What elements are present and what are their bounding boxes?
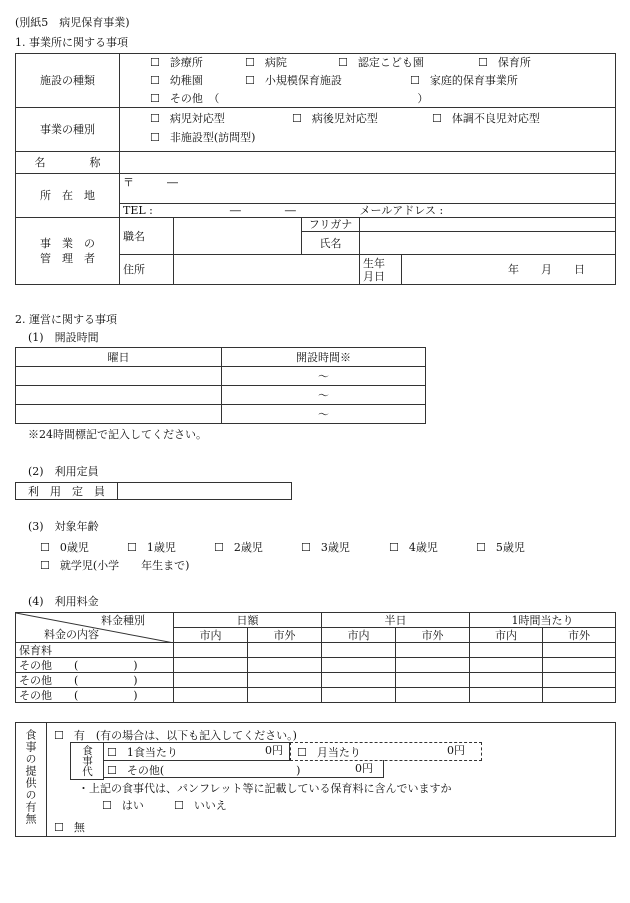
fee-group-halfday: 半日 [322,613,470,628]
fee-content-label: 料金の内容 [44,628,99,641]
other-fee-cell [103,760,384,778]
hours-note: ※24時間標記で記入してください。 [28,428,207,441]
fees-heading: (4) 利用料金 [28,595,99,608]
per-month-amount[interactable]: 0円 [447,744,465,757]
address-label: 所 在 地 [16,174,120,218]
fee-cell[interactable] [174,688,248,703]
facility-type-options [120,54,616,108]
capacity-table [15,482,292,500]
birth-field[interactable]: 年 月 日 [402,255,616,285]
fee-sub-city: 市内 [470,628,543,643]
furigana-field[interactable] [360,218,616,232]
ages-heading: (3) 対象年齢 [28,520,99,533]
meals-no-checkbox[interactable]: ☐ 無 [54,819,85,835]
meal-fee-label-cell [70,742,104,780]
type-hospital-checkbox[interactable]: ☐ 病院 [245,56,287,69]
meals-yes-checkbox[interactable]: ☐ 有 (有の場合は、以下も記入してください。) [54,727,297,743]
fee-cell[interactable] [248,658,322,673]
fee-cell[interactable] [174,658,248,673]
capacity-field[interactable] [118,483,292,500]
residence-field[interactable] [174,255,360,285]
meals-side-label: 食事の提供の有無 [24,729,37,825]
hours-field[interactable]: 〜 [222,405,426,424]
facility-type-label: 施設の種類 [16,54,120,108]
fee-group-hourly: 1時間当たり [470,613,616,628]
hours-field[interactable]: 〜 [222,367,426,386]
meal-fee-label: 食事代 [81,745,93,777]
manager-label: 事 業 の 管 理 者 [16,218,120,285]
answer-yes-checkbox[interactable]: ☐ はい [102,797,144,813]
fee-cell[interactable] [322,688,396,703]
day-field[interactable] [16,367,222,386]
age-5-checkbox[interactable]: ☐ 5歳児 [476,539,525,555]
age-2-checkbox[interactable]: ☐ 2歳児 [214,539,263,555]
fee-group-daily: 日額 [174,613,322,628]
person-name-label: 氏名 [302,232,360,255]
fee-sub-city: 市内 [322,628,396,643]
fee-row-label: その他 ( ) [16,688,174,703]
position-label: 職名 [120,218,174,255]
fee-cell[interactable] [543,688,616,703]
day-field[interactable] [16,386,222,405]
fee-cell[interactable] [174,643,248,658]
tel-field[interactable]: TEL : ― ― [120,204,360,218]
other-fee-checkbox[interactable]: ☐ その他( ) [107,762,300,778]
other-fee-amount[interactable]: 0円 [355,762,373,775]
fee-row-label: その他 ( ) [16,658,174,673]
business-unwell-checkbox[interactable]: ☐ 体調不良児対応型 [432,112,540,125]
fee-cell[interactable] [248,688,322,703]
residence-label: 住所 [120,255,174,285]
fee-cell[interactable] [396,643,470,658]
answer-no-checkbox[interactable]: ☐ いいえ [174,797,227,813]
age-0-checkbox[interactable]: ☐ 0歳児 [40,539,89,555]
business-type-options [120,108,616,152]
position-field[interactable] [174,218,302,255]
age-school-checkbox[interactable]: ☐ 就学児(小学 年生まで) [40,557,189,573]
section2-heading: 2. 運営に関する事項 [15,313,117,326]
section1-heading: 1. 事業所に関する事項 [15,36,128,49]
fees-diagonal-header [16,613,174,643]
fee-type-label: 料金種別 [101,614,145,627]
email-field[interactable]: メールアドレス : [360,204,616,218]
hours-col-hours: 開設時間※ [222,348,426,367]
day-field[interactable] [16,405,222,424]
per-meal-amount[interactable]: 0円 [265,744,283,757]
fee-row-label: 保育料 [16,643,174,658]
fee-cell[interactable] [470,688,543,703]
fee-sub-city: 市内 [174,628,248,643]
fee-cell[interactable] [543,643,616,658]
age-1-checkbox[interactable]: ☐ 1歳児 [127,539,176,555]
fee-cell[interactable] [174,673,248,688]
fee-cell[interactable] [396,688,470,703]
hours-table [15,347,426,424]
furigana-label: フリガナ [302,218,360,232]
fee-cell[interactable] [470,658,543,673]
business-visit-checkbox[interactable]: ☐ 非施設型(訪問型) [150,131,255,144]
fee-sub-outside: 市外 [248,628,322,643]
hours-field[interactable]: 〜 [222,386,426,405]
type-other-checkbox[interactable]: ☐ その他 （ ） [150,92,428,105]
meal-question: ・上記の食事代は、パンフレット等に記載している保育料に含んでいますか [78,782,452,795]
fee-sub-outside: 市外 [396,628,470,643]
per-meal-checkbox[interactable]: ☐ 1食当たり [107,744,178,760]
fee-cell[interactable] [322,673,396,688]
type-home-nursery-checkbox[interactable]: ☐ 家庭的保育事業所 [410,74,518,87]
hours-col-day: 曜日 [16,348,222,367]
per-month-checkbox[interactable]: ☐ 月当たり [297,744,361,760]
meals-box [15,722,616,837]
fee-cell[interactable] [248,673,322,688]
name-label: 名 称 [16,152,120,174]
fee-row-label: その他 ( ) [16,673,174,688]
hours-heading: (1) 開設時間 [28,331,99,344]
capacity-label: 利 用 定 員 [16,483,118,500]
person-name-field[interactable] [360,232,616,255]
type-small-nursery-checkbox[interactable]: ☐ 小規模保育施設 [245,74,342,87]
fees-table [15,612,616,703]
fee-cell[interactable] [396,673,470,688]
fee-cell[interactable] [543,658,616,673]
per-month-cell [290,742,482,761]
business-sick-checkbox[interactable]: ☐ 病児対応型 [150,112,225,125]
meal-fee-box [70,742,482,778]
type-kindergarten-checkbox[interactable]: ☐ 幼稚園 [150,74,203,87]
meals-side [16,723,47,836]
age-4-checkbox[interactable]: ☐ 4歳児 [389,539,438,555]
age-3-checkbox[interactable]: ☐ 3歳児 [301,539,350,555]
fee-cell[interactable] [543,673,616,688]
per-meal-cell [103,742,290,761]
type-clinic-checkbox[interactable]: ☐ 診療所 [150,56,203,69]
type-nursery-checkbox[interactable]: ☐ 保育所 [478,56,531,69]
fee-cell[interactable] [470,673,543,688]
capacity-heading: (2) 利用定員 [28,465,99,478]
fee-cell[interactable] [470,643,543,658]
type-kodomoen-checkbox[interactable]: ☐ 認定こども園 [338,56,424,69]
business-recovery-checkbox[interactable]: ☐ 病後児対応型 [292,112,378,125]
facility-table [15,53,616,285]
postal-field[interactable]: 〒 ― [120,174,616,204]
fee-cell[interactable] [248,643,322,658]
name-field[interactable] [120,152,616,174]
fee-cell[interactable] [322,643,396,658]
fee-sub-outside: 市外 [543,628,616,643]
business-type-label: 事業の種別 [16,108,120,152]
document-title: (別紙5 病児保育事業) [15,16,130,29]
fee-cell[interactable] [322,658,396,673]
fee-cell[interactable] [396,658,470,673]
birth-label: 生年 月日 [360,255,402,285]
